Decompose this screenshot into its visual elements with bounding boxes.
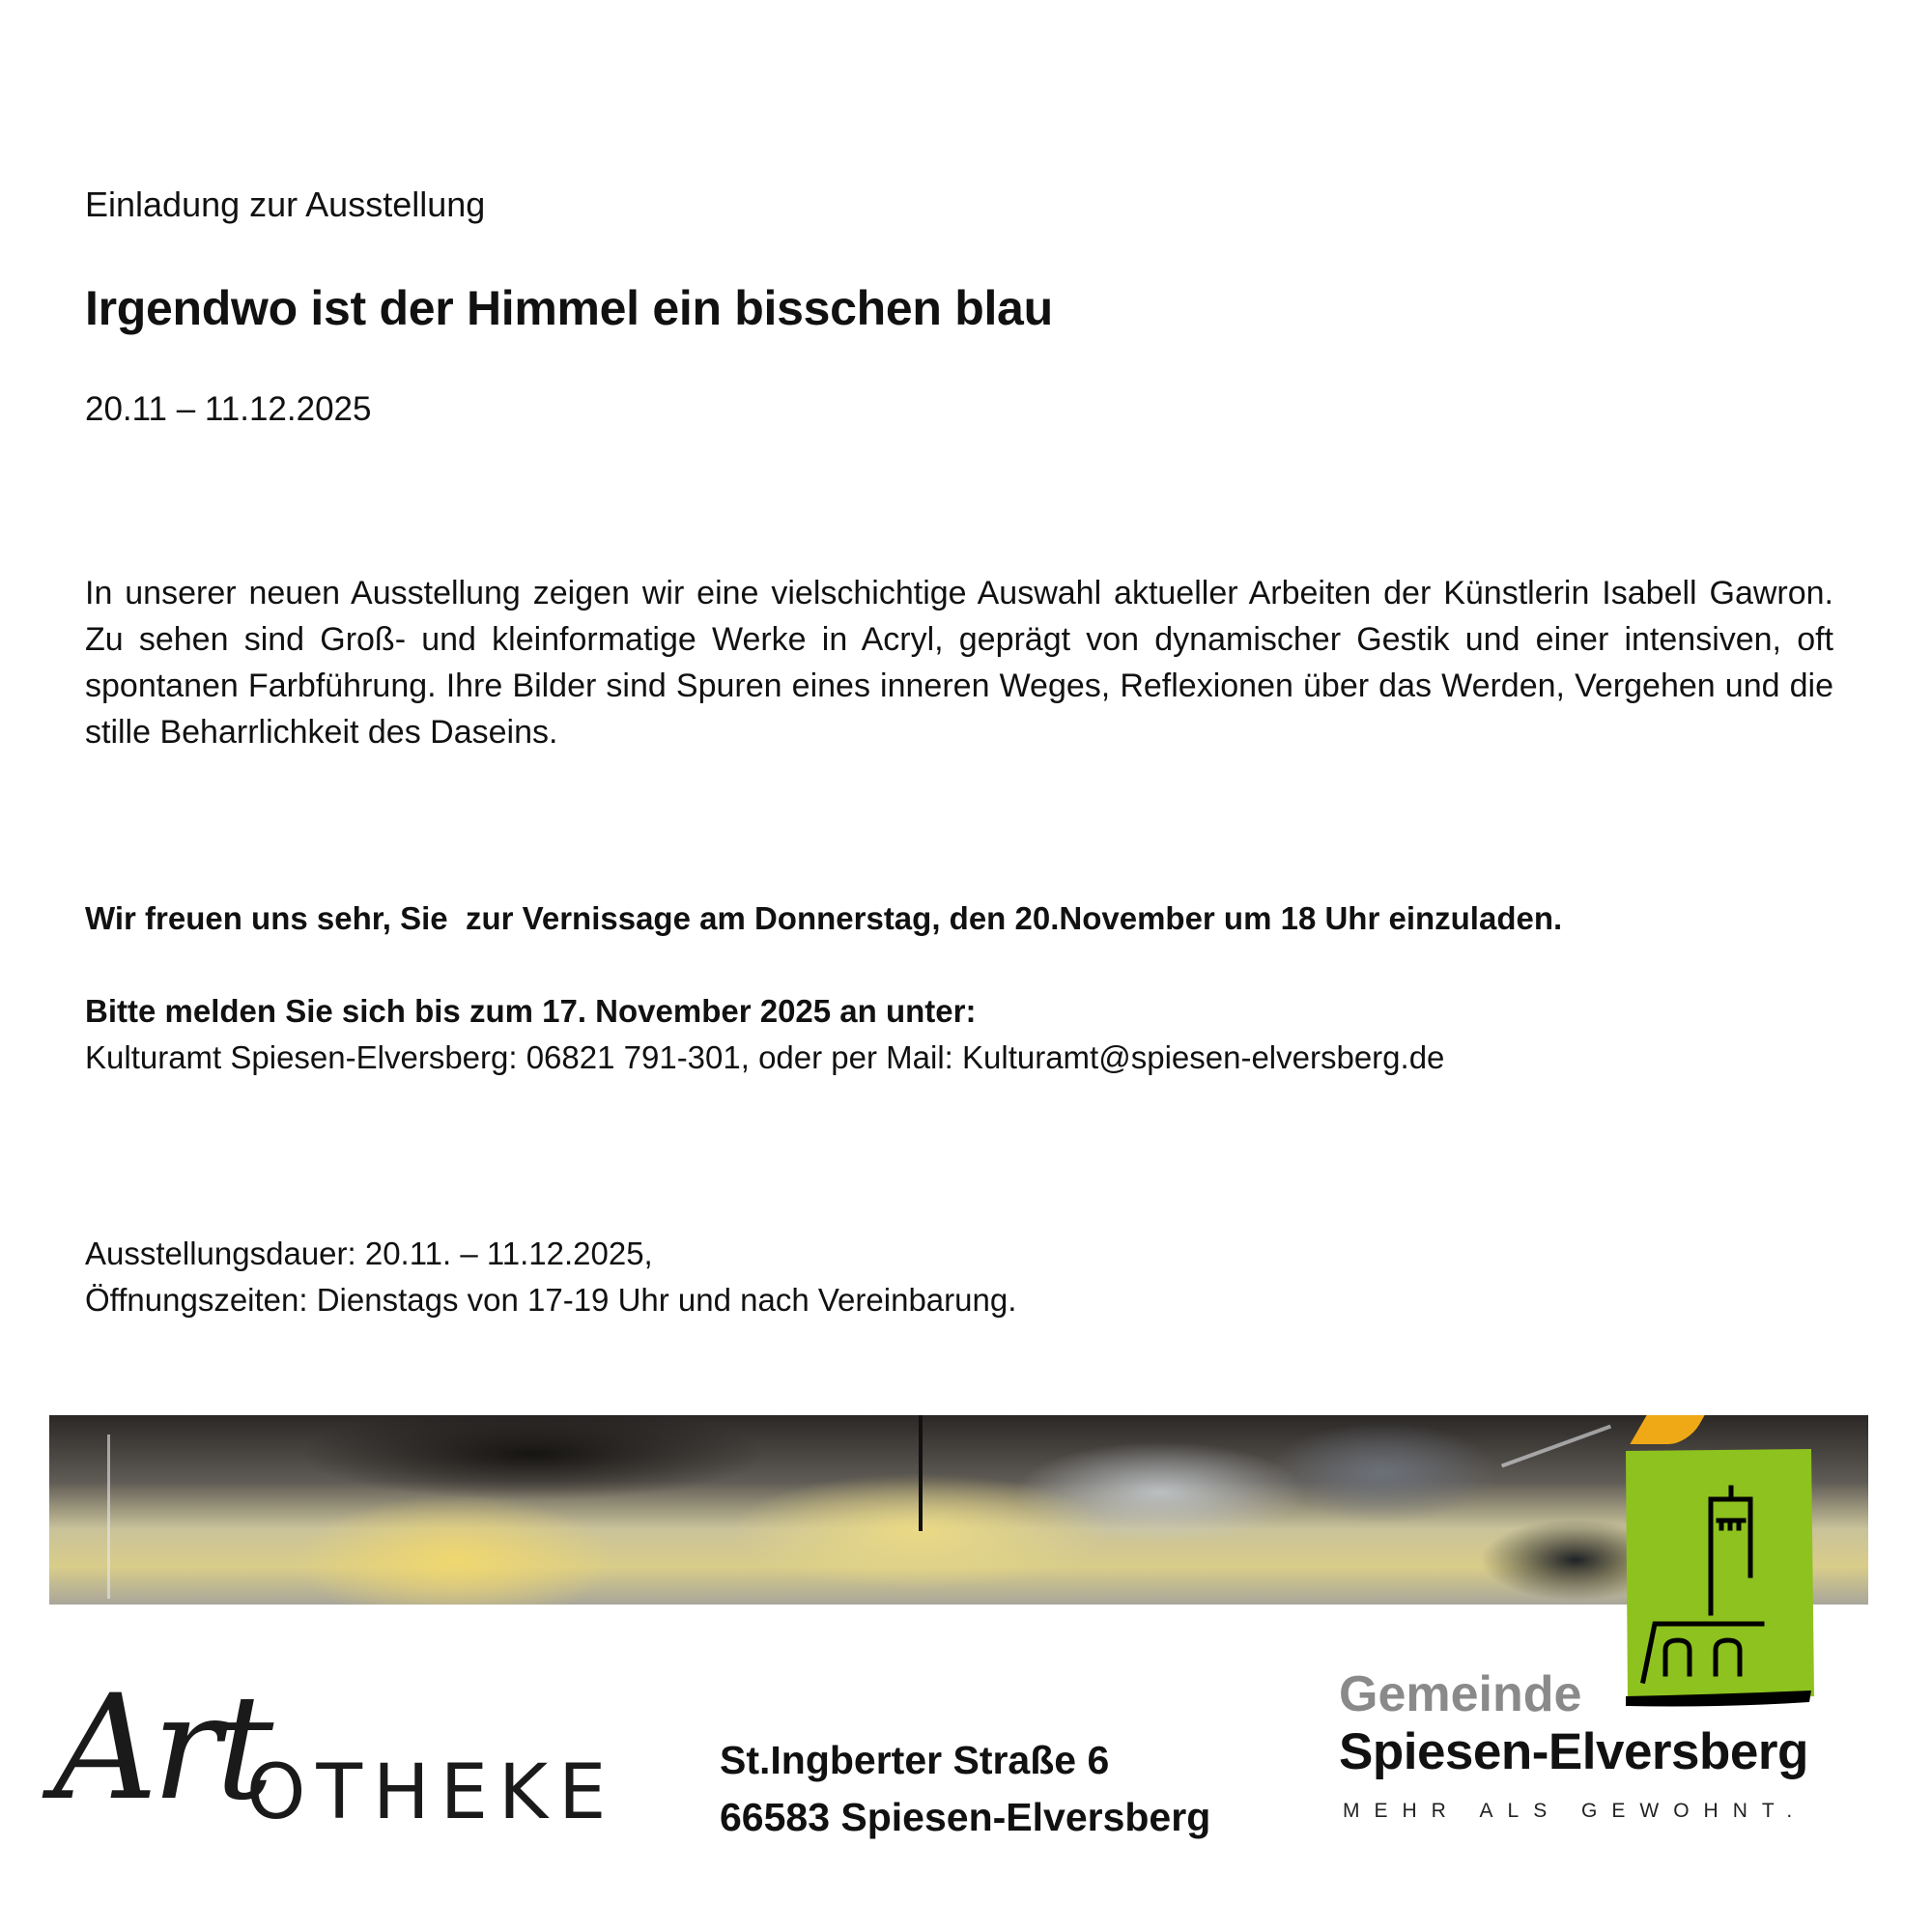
address-city: 66583 Spiesen-Elversberg bbox=[720, 1795, 1211, 1839]
opening-hours: Öffnungszeiten: Dienstags von 17-19 Uhr und nach Vereinbarung. bbox=[85, 1282, 1017, 1318]
orange-paint-accent bbox=[1630, 1415, 1704, 1444]
municipality-logo bbox=[1624, 1447, 1815, 1708]
municipality-label: Gemeinde bbox=[1339, 1666, 1582, 1722]
municipality-name: Spiesen-Elversberg bbox=[1339, 1723, 1808, 1780]
exhibition-description: In unserer neuen Ausstellung zeigen wir eine vielschichtige Auswahl aktueller Arbeiten der Künstlerin Isabell Gawron. Zu sehen sind Groß- und kleinformatige Werke in Acryl, geprägt von dynamischer Gestik und einer intensiven, oft spontanen Farbführung. Ihre Bilder sind Spuren eines inneren Weges, Reflexionen über das Werden, Vergehen und die stille Beharrlichkeit des Daseins. bbox=[85, 575, 1833, 751]
invitation-kicker: Einladung zur Ausstellung bbox=[85, 185, 486, 224]
exhibition-dates: 20.11 – 11.12.2025 bbox=[85, 390, 372, 428]
vernissage-invitation: Wir freuen uns sehr, Sie zur Vernissage am Donnerstag, den 20.November um 18 Uhr einzuladen. bbox=[85, 900, 1563, 936]
exhibition-title: Irgendwo ist der Himmel ein bisschen blau bbox=[85, 281, 1053, 335]
exhibition-duration: Ausstellungsdauer: 20.11. – 11.12.2025, bbox=[85, 1236, 653, 1271]
tower-building-icon bbox=[1624, 1447, 1815, 1708]
rsvp-heading: Bitte melden Sie sich bis zum 17. November 2025 an unter: bbox=[85, 993, 977, 1029]
artotheke-logo-script: Art bbox=[53, 1664, 269, 1833]
artotheke-logo-caps: OTHEKE bbox=[246, 1749, 617, 1836]
artotheke-logo bbox=[53, 1657, 652, 1850]
artwork-banner-image bbox=[49, 1415, 1868, 1605]
address-street: St.Ingberter Straße 6 bbox=[720, 1738, 1110, 1782]
municipality-tagline: MEHR ALS GEWOHNT. bbox=[1343, 1800, 1807, 1822]
rsvp-contact: Kulturamt Spiesen-Elversberg: 06821 791-301, oder per Mail: Kulturamt@spiesen-elversberg.de bbox=[85, 1039, 1445, 1075]
